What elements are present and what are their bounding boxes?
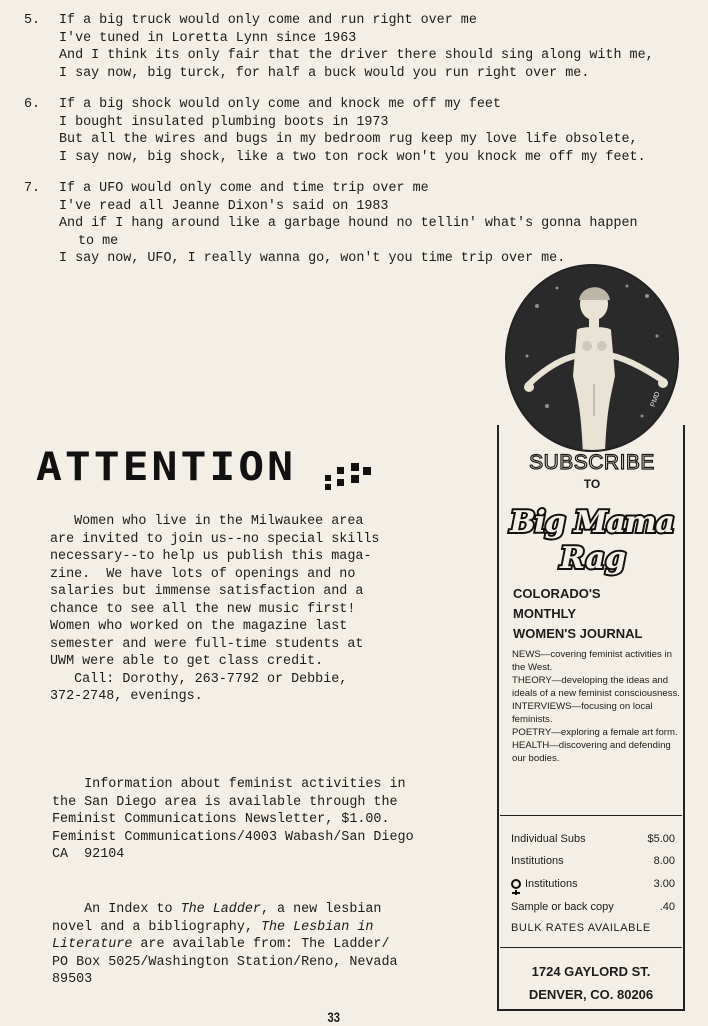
paragraph-line: semester and were full-time students at: [50, 636, 364, 652]
svg-text:PMD: PMD: [649, 390, 662, 408]
ad-description-news: NEWS—covering feminist activities in the West.: [512, 649, 672, 673]
address-street: 1724 GAYLORD ST.: [531, 964, 651, 979]
price-label: Individual Subs: [511, 833, 586, 845]
paragraph-line: zine. We have lots of openings and no: [50, 566, 356, 582]
price-value: 3.00: [653, 878, 675, 890]
paragraph-line: 89503: [52, 972, 93, 987]
price-row: [511, 901, 675, 915]
price-value: $5.00: [647, 833, 675, 845]
ad-heading-line: WOMEN'S JOURNAL: [513, 626, 643, 641]
address-city: DENVER, CO. 80206: [528, 987, 654, 1002]
bulk-rates-note: BULK RATES AVAILABLE: [511, 922, 651, 934]
ad-description-theory: THEORY—developing the ideas and ideals of a new feminist consciousness.: [512, 675, 680, 699]
decorative-dots-icon: [321, 457, 381, 493]
paragraph-line: Call: Dorothy, 263-7792 or Debbie,: [50, 671, 348, 687]
paragraph-line: Literature are available from: The Ladder/: [52, 937, 390, 952]
verse-line: And if I hang around like a garbage hound no tellin' what's gonna happen: [59, 216, 638, 231]
attention-heading: ATTENTION: [36, 444, 296, 490]
verse-line: to me: [78, 233, 119, 249]
price-label: Institutions: [511, 855, 564, 867]
verse-line: I've tuned in Loretta Lynn since 1963: [59, 30, 357, 46]
paragraph-line: Information about feminist activities in: [52, 777, 406, 792]
verse-line: But all the wires and bugs in my bedroom rug keep my love life obsolete,: [59, 132, 638, 147]
paragraph-line: necessary--to help us publish this maga-: [50, 549, 372, 564]
paragraph-line: 372-2748, evenings.: [50, 689, 203, 704]
divider: [500, 815, 682, 816]
verse-line: I say now, big shock, like a two ton rock won't you knock me off my feet.: [59, 149, 646, 165]
paragraph-line: the San Diego area is available through the: [52, 794, 398, 810]
paragraph-line: novel and a bibliography, The Lesbian in: [52, 919, 374, 935]
ad-heading-line: MONTHLY: [513, 606, 577, 621]
verse-line: And I think its only fair that the driver there should sing along with me,: [59, 48, 654, 63]
price-row: [511, 878, 675, 892]
paragraph-line: Feminist Communications/4003 Wabash/San Diego: [52, 829, 414, 845]
paragraph-line: UWM were able to get class credit.: [50, 654, 324, 669]
page-number: 33: [327, 1009, 341, 1025]
paragraph-line: Women who live in the Milwaukee area: [50, 514, 364, 529]
price-label-with-icon: Institutions: [511, 878, 578, 890]
price-value: .40: [659, 901, 675, 913]
price-label: Sample or back copy: [511, 901, 614, 913]
verse-line: I say now, big turck, for half a buck would you run right over me.: [59, 65, 590, 81]
paragraph-line: Feminist Communications Newsletter, $1.00.: [52, 812, 390, 827]
paragraph-line: chance to see all the new music first!: [50, 601, 356, 617]
verse-line: I say now, UFO, I really wanna go, won't you time trip over me.: [59, 251, 566, 266]
paragraph-line: PO Box 5025/Washington Station/Reno, Nevada: [52, 954, 398, 970]
price-value: 8.00: [653, 855, 675, 867]
venus-symbol-icon: [511, 879, 521, 889]
paragraph-line: salaries but immense satisfaction and a: [50, 584, 364, 599]
verse-number: 7.: [24, 181, 41, 196]
paragraph-line: are invited to join us--no special skills: [50, 531, 380, 547]
goddess-figure-icon: [507, 266, 679, 452]
paragraph-line: An Index to The Ladder, a new lesbian: [52, 902, 382, 917]
verse-line: If a big shock would only come and knock me off my feet: [59, 97, 501, 112]
to-label: TO: [583, 477, 601, 491]
price-row: [511, 833, 675, 847]
ad-descriptions: [512, 648, 682, 765]
ad-description-poetry: POETRY—exploring a female art form.: [512, 727, 678, 738]
verse-number: 5.: [24, 13, 41, 28]
big-mama-rag-logo: [507, 494, 677, 578]
verse-number: 6.: [24, 97, 41, 112]
paragraph-line: CA 92104: [52, 847, 125, 862]
paragraph-line: Women who worked on the magazine last: [50, 619, 348, 634]
verse-line: I bought insulated plumbing boots in 1973: [59, 114, 389, 130]
verse-line: I've read all Jeanne Dixon's said on 1983: [59, 198, 389, 214]
ad-description-interviews: INTERVIEWS—focusing on local feminists.: [512, 701, 653, 725]
subscribe-heading: SUBSCRIBE: [529, 451, 655, 474]
price-row: [511, 855, 675, 869]
verse-line: If a UFO would only come and time trip over me: [59, 181, 429, 196]
svg-text:Rag: Rag: [559, 541, 627, 576]
divider: [500, 947, 682, 948]
goddess-illustration: [505, 264, 679, 452]
verse-line: If a big truck would only come and run right over me: [59, 13, 477, 28]
svg-text:Big Mama: Big Mama: [509, 505, 675, 540]
ad-description-health: HEALTH—discovering and defending our bodies.: [512, 740, 671, 764]
ad-heading-line: COLORADO'S: [513, 586, 601, 601]
